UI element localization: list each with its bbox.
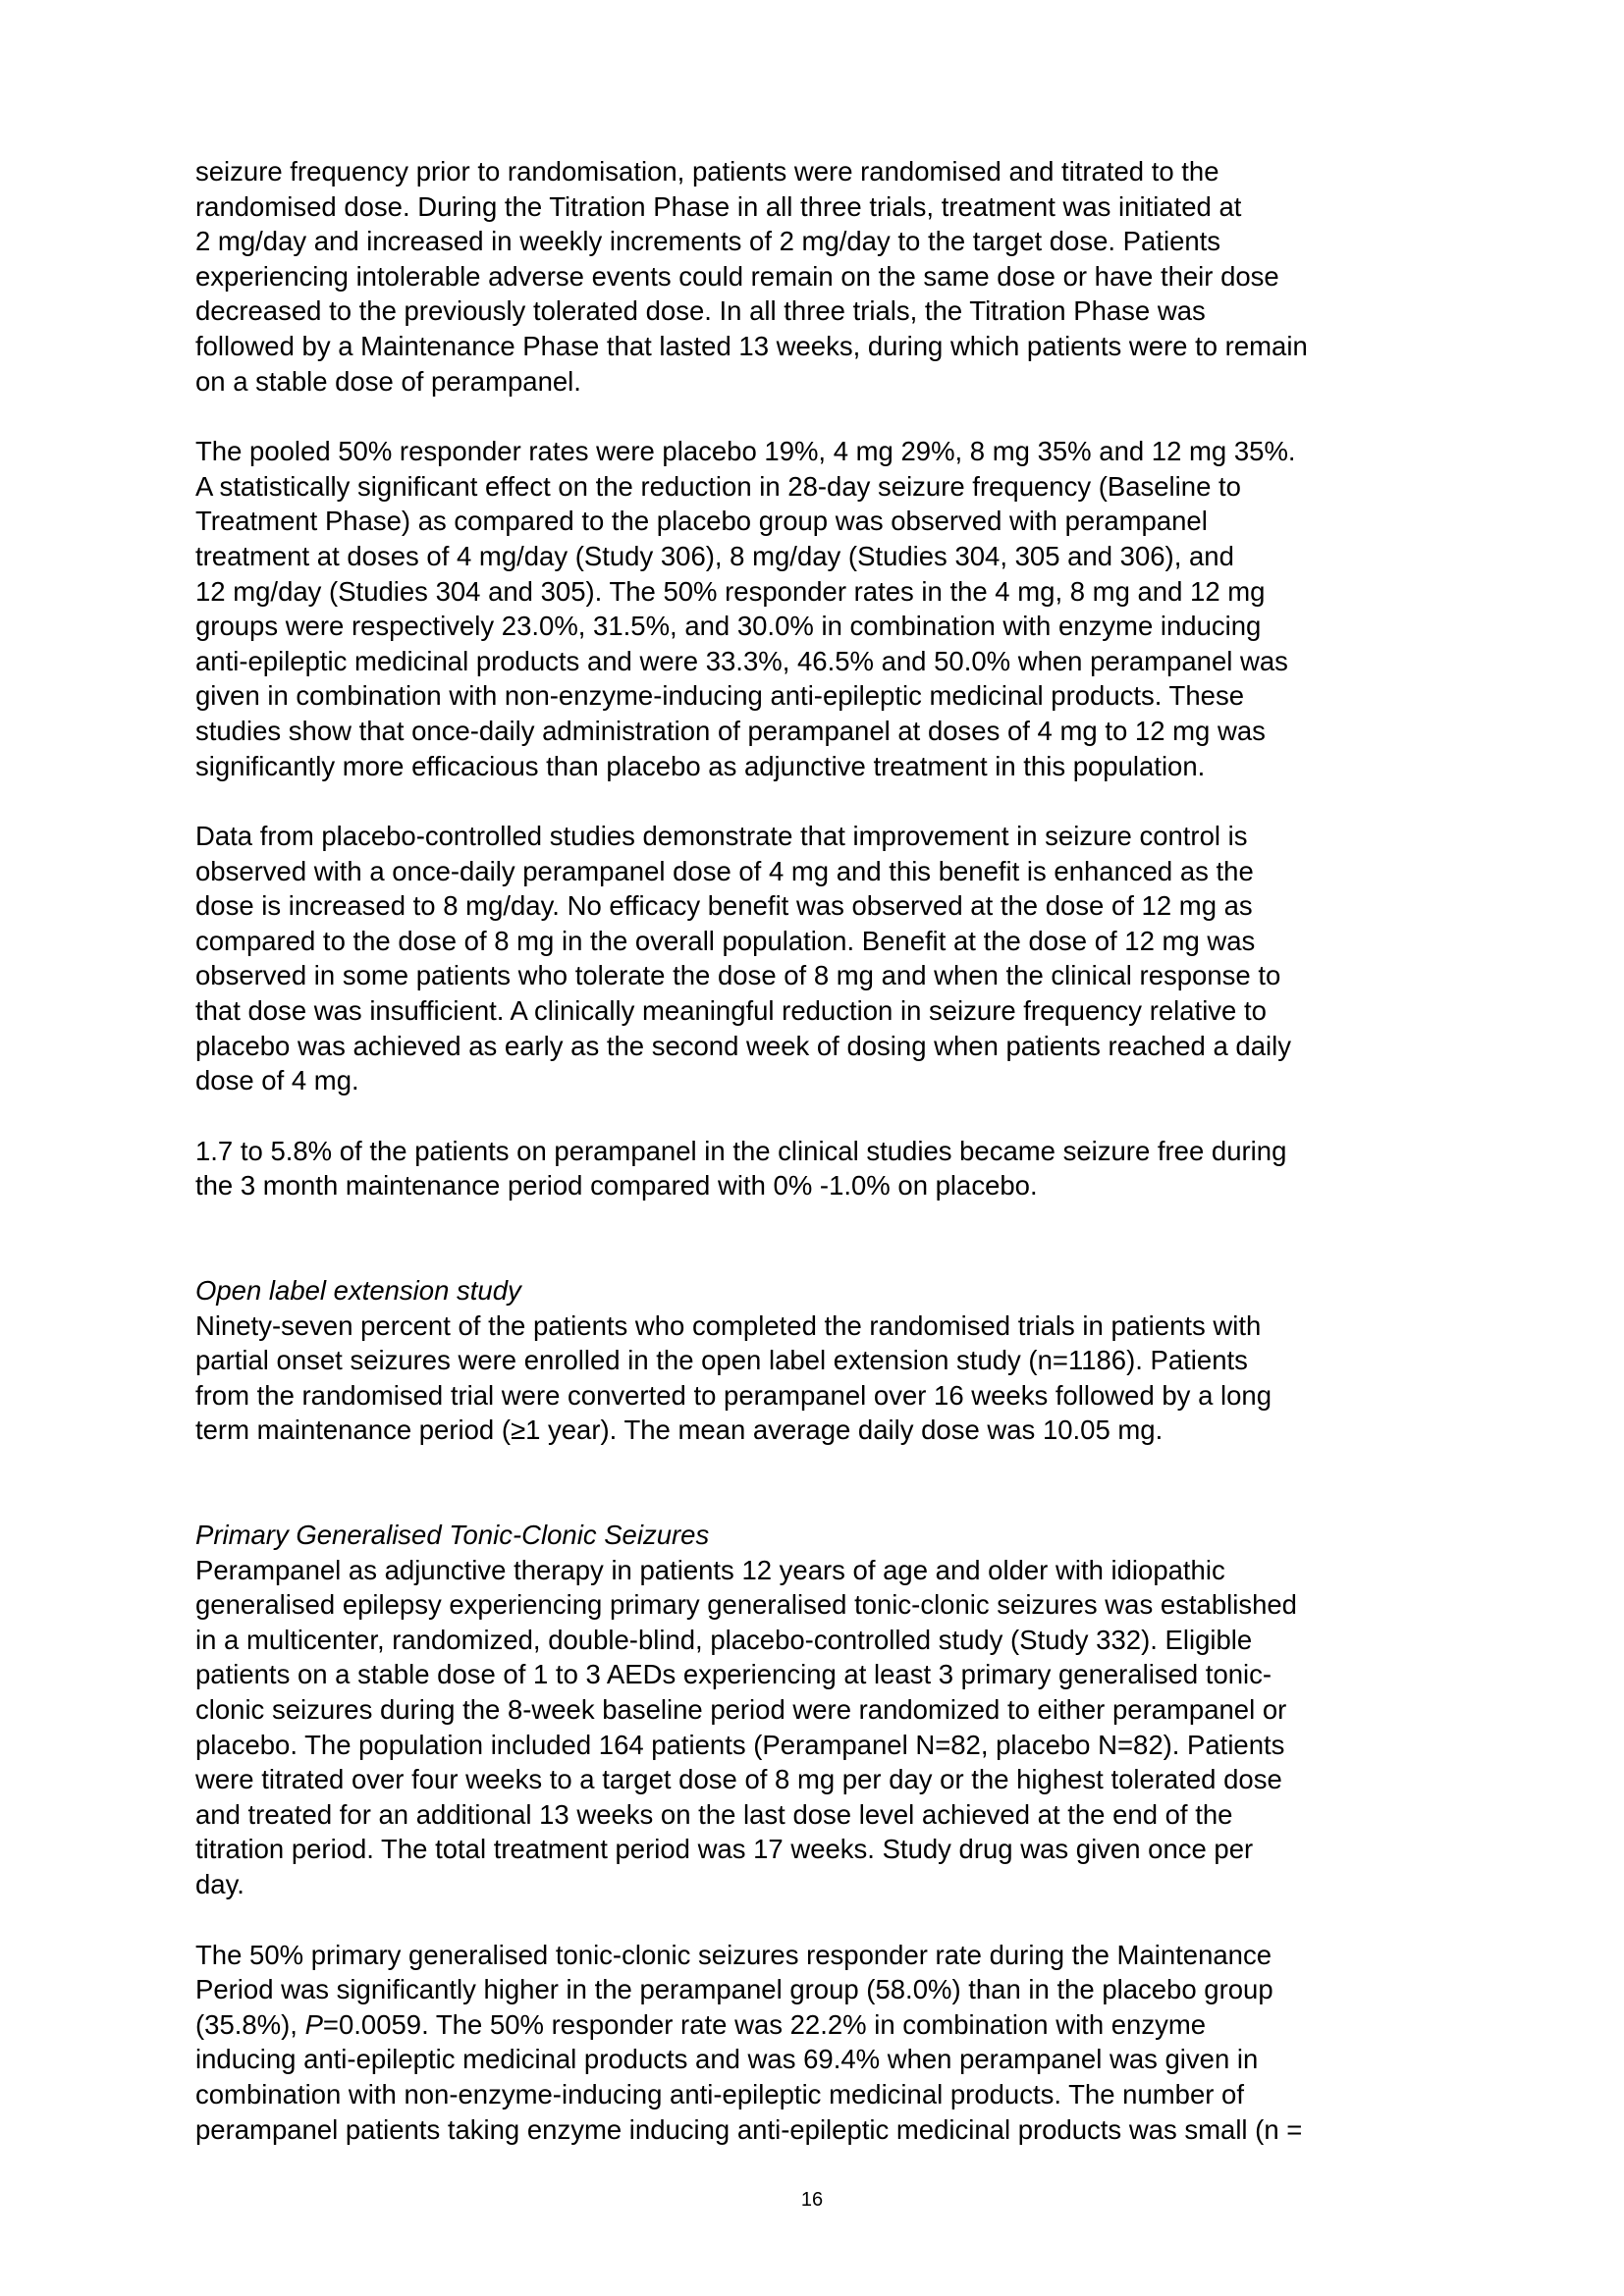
text-line: decreased to the previously tolerated dose. In all three trials, the Titration Phase was [195, 295, 1206, 327]
text-line: Ninety-seven percent of the patients who completed the randomised trials in patients with [195, 1309, 1262, 1341]
text-line: Period was significantly higher in the perampanel group (58.0%) than in the placebo group [195, 1974, 1273, 2005]
paragraph-pgtcs-responder-rate [195, 1938, 1444, 2148]
text-line: seizure frequency prior to randomisation, patients were randomised and titrated to the [195, 156, 1219, 187]
text-line: the 3 month maintenance period compared with 0% -1.0% on placebo. [195, 1170, 1038, 1201]
text-line: The pooled 50% responder rates were placebo 19%, 4 mg 29%, 8 mg 35% and 12 mg 35%. [195, 436, 1296, 467]
text-line: placebo. The population included 164 patients (Perampanel N=82, placebo N=82). Patients [195, 1729, 1285, 1760]
text-line: Data from placebo-controlled studies demonstrate that improvement in seizure control is [195, 821, 1248, 852]
text-line: 2 mg/day and increased in weekly increments of 2 mg/day to the target dose. Patients [195, 226, 1221, 257]
text-line: anti-epileptic medicinal products and were 33.3%, 46.5% and 50.0% when perampanel was [195, 645, 1288, 676]
text-line: from the randomised trial were converted to perampanel over 16 weeks followed by a long [195, 1379, 1272, 1411]
text-line: in a multicenter, randomized, double-blind, placebo-controlled study (Study 332). Eligible [195, 1624, 1253, 1655]
text-line: day. [195, 1868, 244, 1899]
text-line: observed in some patients who tolerate the dose of 8 mg and when the clinical response to [195, 960, 1281, 991]
paragraph-placebo-controlled-data [195, 819, 1444, 1098]
text-line: dose of 4 mg. [195, 1065, 359, 1096]
text-line: and treated for an additional 13 weeks on the last dose level achieved at the end of the [195, 1798, 1233, 1830]
text-line: randomised dose. During the Titration Phase in all three trials, treatment was initiated at [195, 190, 1242, 222]
text-line: placebo was achieved as early as the second week of dosing when patients reached a daily [195, 1030, 1291, 1061]
text-line: observed with a once-daily perampanel dose of 4 mg and this benefit is enhanced as the [195, 855, 1254, 886]
text-line: experiencing intolerable adverse events could remain on the same dose or have their dose [195, 260, 1279, 292]
text-fragment: (35.8%), [195, 2008, 305, 2040]
text-line: patients on a stable dose of 1 to 3 AEDs experiencing at least 3 primary generalised tonic- [195, 1659, 1272, 1690]
text-line: combination with non-enzyme-inducing anti-epileptic medicinal products. The number of [195, 2078, 1244, 2109]
text-line: given in combination with non-enzyme-inducing anti-epileptic medicinal products. These [195, 680, 1244, 712]
text-line: The 50% primary generalised tonic-clonic seizures responder rate during the Maintenance [195, 1939, 1272, 1970]
text-line: clonic seizures during the 8-week baseline period were randomized to either perampanel or [195, 1693, 1287, 1725]
text-line: significantly more efficacious than placebo as adjunctive treatment in this population. [195, 750, 1206, 781]
text-line: followed by a Maintenance Phase that lasted 13 weeks, during which patients were to remain [195, 330, 1308, 361]
paragraph-responder-rates [195, 434, 1444, 783]
section-open-label-extension [195, 1273, 1444, 1448]
paragraph-seizure-free [195, 1134, 1444, 1203]
text-line: that dose was insufficient. A clinically meaningful reduction in seizure frequency relative to [195, 995, 1267, 1027]
section-heading: Primary Generalised Tonic-Clonic Seizures [195, 1520, 710, 1550]
text-line: studies show that once-daily administration of perampanel at doses of 4 mg to 12 mg was [195, 715, 1266, 746]
page-number: 16 [800, 2189, 824, 2211]
text-line: generalised epilepsy experiencing primary generalised tonic-clonic seizures was established [195, 1589, 1297, 1621]
p-value-symbol: P [304, 2008, 323, 2040]
text-line [195, 2007, 1444, 2043]
text-line: term maintenance period (≥1 year). The mean average daily dose was 10.05 mg. [195, 1415, 1164, 1446]
text-line: dose is increased to 8 mg/day. No efficacy benefit was observed at the dose of 12 mg as [195, 890, 1253, 922]
document-page [195, 154, 1444, 2147]
text-line: compared to the dose of 8 mg in the overall population. Benefit at the dose of 12 mg was [195, 925, 1256, 956]
text-line: Perampanel as adjunctive therapy in patients 12 years of age and older with idiopathic [195, 1554, 1225, 1585]
text-fragment: =0.0059. The 50% responder rate was 22.2% in combination with enzyme [322, 2008, 1207, 2040]
text-line: on a stable dose of perampanel. [195, 365, 581, 397]
text-line: perampanel patients taking enzyme inducing anti-epileptic medicinal products was small (n = [195, 2113, 1303, 2145]
section-heading: Open label extension study [195, 1275, 521, 1307]
text-line: groups were respectively 23.0%, 31.5%, and 30.0% in combination with enzyme inducing [195, 611, 1262, 642]
text-line: partial onset seizures were enrolled in the open label extension study (n=1186). Patients [195, 1345, 1248, 1376]
text-line: 12 mg/day (Studies 304 and 305). The 50% responder rates in the 4 mg, 8 mg and 12 mg [195, 575, 1266, 607]
section-primary-generalised-seizures [195, 1518, 1444, 1902]
text-line: were titrated over four weeks to a target dose of 8 mg per day or the highest tolerated dose [195, 1764, 1282, 1795]
text-line: inducing anti-epileptic medicinal products and was 69.4% when perampanel was given in [195, 2044, 1259, 2075]
text-line: Treatment Phase) as compared to the placebo group was observed with perampanel [195, 506, 1208, 537]
text-line: titration period. The total treatment period was 17 weeks. Study drug was given once per [195, 1834, 1254, 1865]
text-line: A statistically significant effect on the reduction in 28-day seizure frequency (Baseline to [195, 470, 1241, 502]
paragraph-titration [195, 154, 1444, 399]
text-line: treatment at doses of 4 mg/day (Study 306), 8 mg/day (Studies 304, 305 and 306), and [195, 540, 1234, 571]
text-line: 1.7 to 5.8% of the patients on perampanel in the clinical studies became seizure free during [195, 1135, 1287, 1166]
